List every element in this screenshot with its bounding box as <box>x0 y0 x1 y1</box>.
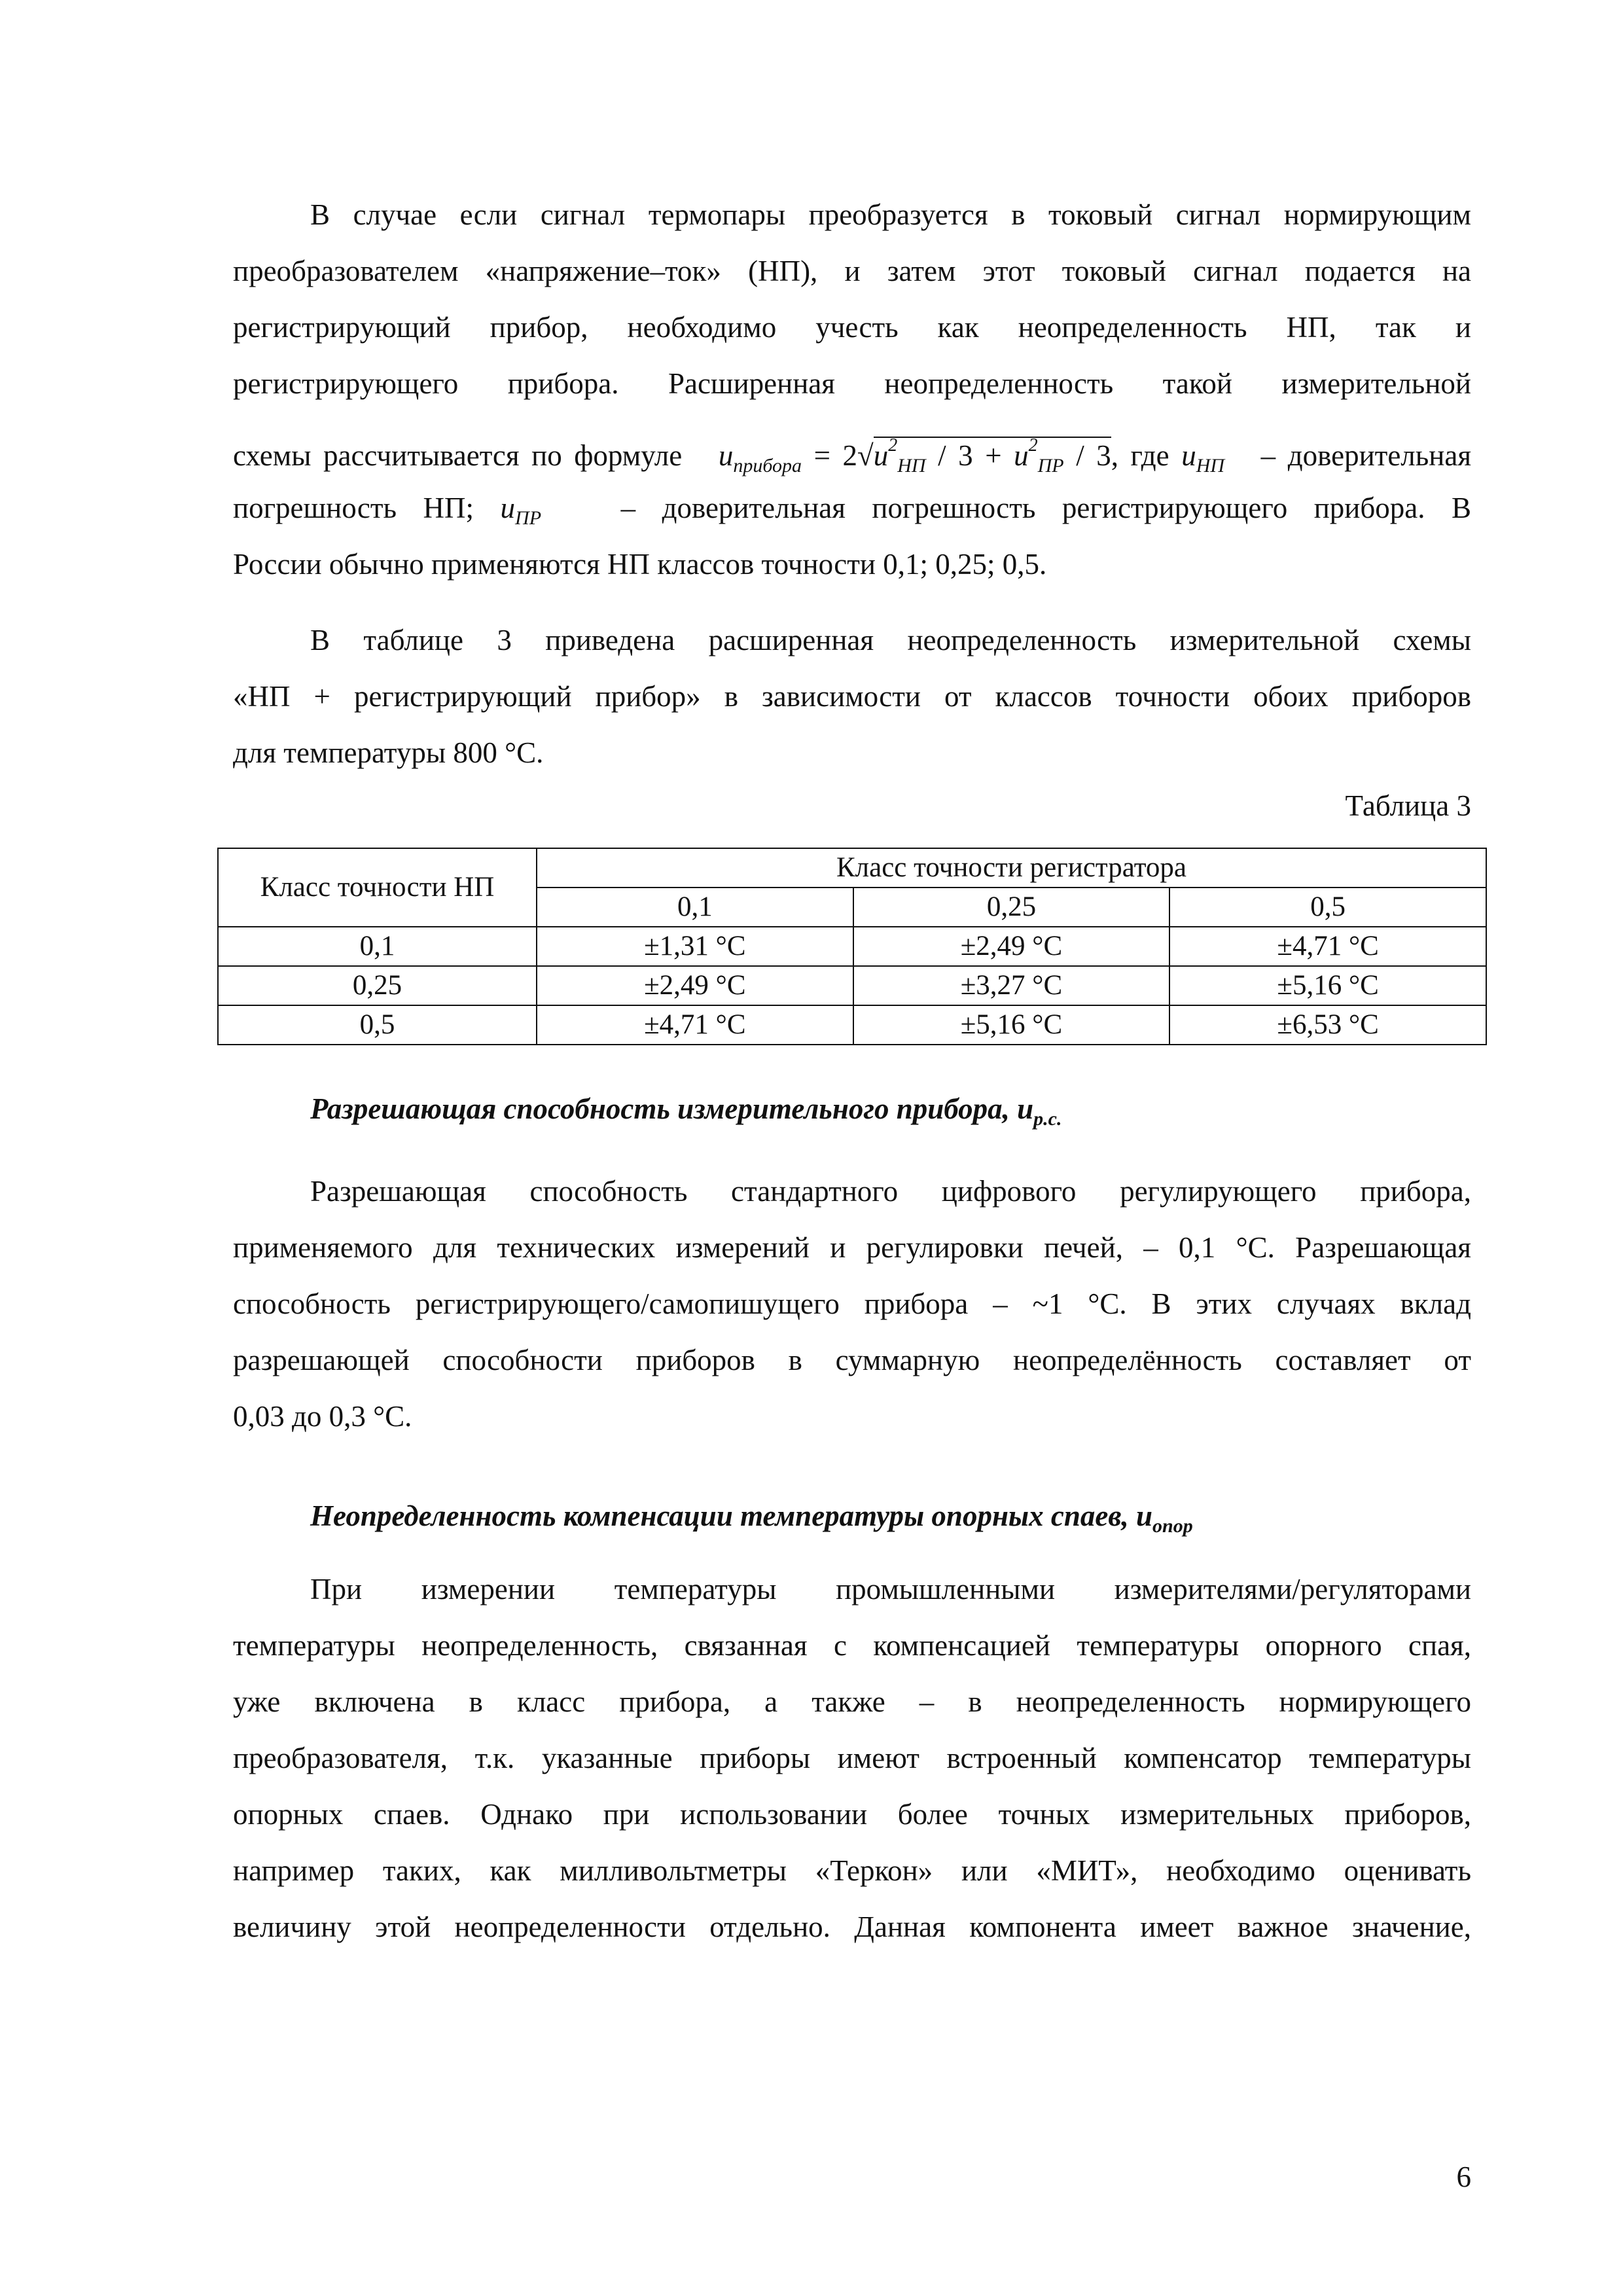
formula-line: схемы рассчитывается по формуле $u_{прибора} = 2√u^2_{НП} / 3 + u^2_{ПР} / 3$, где $u_{НП}$ – доверительная <box>233 435 1472 476</box>
section-heading-resolution: Разрешающая способность измерительного прибора, $u_{р.с.}$ <box>310 1092 1062 1130</box>
line: В случае если сигнал термопары преобразуется в токовый сигнал нормирующим <box>310 198 1471 231</box>
col-header: 0,5 <box>1169 888 1486 927</box>
line: преобразователем «напряжение–ток» (НП), и затем этот токовый сигнал подается на <box>233 255 1471 287</box>
table-cell: ±3,27 °С <box>853 966 1170 1005</box>
line: для температуры 800 °С. <box>233 736 544 769</box>
table-cell: ±5,16 °С <box>1169 966 1486 1005</box>
line: опорных спаев. Однако при использовании более точных измерительных приборов, <box>233 1798 1471 1831</box>
table-cell: ±4,71 °С <box>1169 927 1486 966</box>
line: способность регистрирующего/самопишущего прибора – ~1 °С. В этих случаях вклад <box>233 1287 1471 1320</box>
uncertainty-table <box>217 848 1487 1045</box>
table-caption: Таблица 3 <box>1345 789 1471 822</box>
paragraph-3 <box>233 1163 1471 1444</box>
table-cell: ±5,16 °С <box>853 1005 1170 1045</box>
line: регистрирующего прибора. Расширенная неопределенность такой измерительной <box>233 367 1471 400</box>
line: преобразователя, т.к. указанные приборы имеют встроенный компенсатор температуры <box>233 1742 1471 1774</box>
u-pr-symbol: $u_{ПР}$ <box>500 492 542 529</box>
row-header-cell: Класс точности НП <box>218 848 537 927</box>
line: уже включена в класс прибора, а также – в неопределенность нормирующего <box>233 1685 1471 1718</box>
u-np-symbol: $u_{НП}$ <box>1181 439 1225 476</box>
table-cell: ±2,49 °С <box>853 927 1170 966</box>
line: Разрешающая способность стандартного цифрового регулирующего прибора, <box>310 1175 1471 1208</box>
table-row <box>218 927 1486 966</box>
line: разрешающей способности приборов в суммарную неопределённость составляет от <box>233 1344 1471 1376</box>
table-cell: ±1,31 °С <box>537 927 853 966</box>
table-cell: ±4,71 °С <box>537 1005 853 1045</box>
table-row <box>218 966 1486 1005</box>
line: При измерении температуры промышленными измерителями/регуляторами <box>310 1573 1471 1605</box>
line: «НП + регистрирующий прибор» в зависимости от классов точности обоих приборов <box>233 680 1471 713</box>
line: температуры неопределенность, связанная с компенсацией температуры опорного спая, <box>233 1629 1471 1662</box>
line: 0,03 до 0,3 °С. <box>233 1400 412 1433</box>
line: величину этой неопределенности отдельно. Данная компонента имеет важное значение, <box>233 1910 1471 1943</box>
table-row <box>218 1005 1486 1045</box>
col-header-cell: Класс точности регистратора <box>537 848 1486 888</box>
col-header: 0,1 <box>537 888 853 927</box>
line: В таблице 3 приведена расширенная неопределенность измерительной схемы <box>310 624 1471 656</box>
page-number: 6 <box>1456 2161 1471 2193</box>
row-label: 0,5 <box>218 1005 537 1045</box>
paragraph-2 <box>233 612 1471 781</box>
paragraph-4 <box>233 1561 1471 1955</box>
col-header: 0,25 <box>853 888 1170 927</box>
paragraph-1 <box>233 187 1471 592</box>
line: например таких, как милливольтметры «Теркон» или «МИТ», необходимо оценивать <box>233 1854 1471 1887</box>
formula: $u_{прибора} = 2√u^2_{НП} / 3 + u^2_{ПР} / 3$ <box>718 435 1111 476</box>
table-cell: ±6,53 °С <box>1169 1005 1486 1045</box>
line: России обычно применяются НП классов точности 0,1; 0,25; 0,5. <box>233 548 1047 581</box>
line: погрешность НП; $u_{ПР}$ – доверительная погрешность регистрирующего прибора. В <box>233 492 1472 529</box>
line: регистрирующий прибор, необходимо учесть как неопределенность НП, так и <box>233 311 1471 344</box>
table-cell: ±2,49 °С <box>537 966 853 1005</box>
row-label: 0,1 <box>218 927 537 966</box>
row-label: 0,25 <box>218 966 537 1005</box>
section-heading-compensation: Неопределенность компенсации температуры опорных спаев, $u_{опор}$ <box>310 1499 1193 1537</box>
line: применяемого для технических измерений и регулировки печей, – 0,1 °С. Разрешающая <box>233 1231 1471 1264</box>
